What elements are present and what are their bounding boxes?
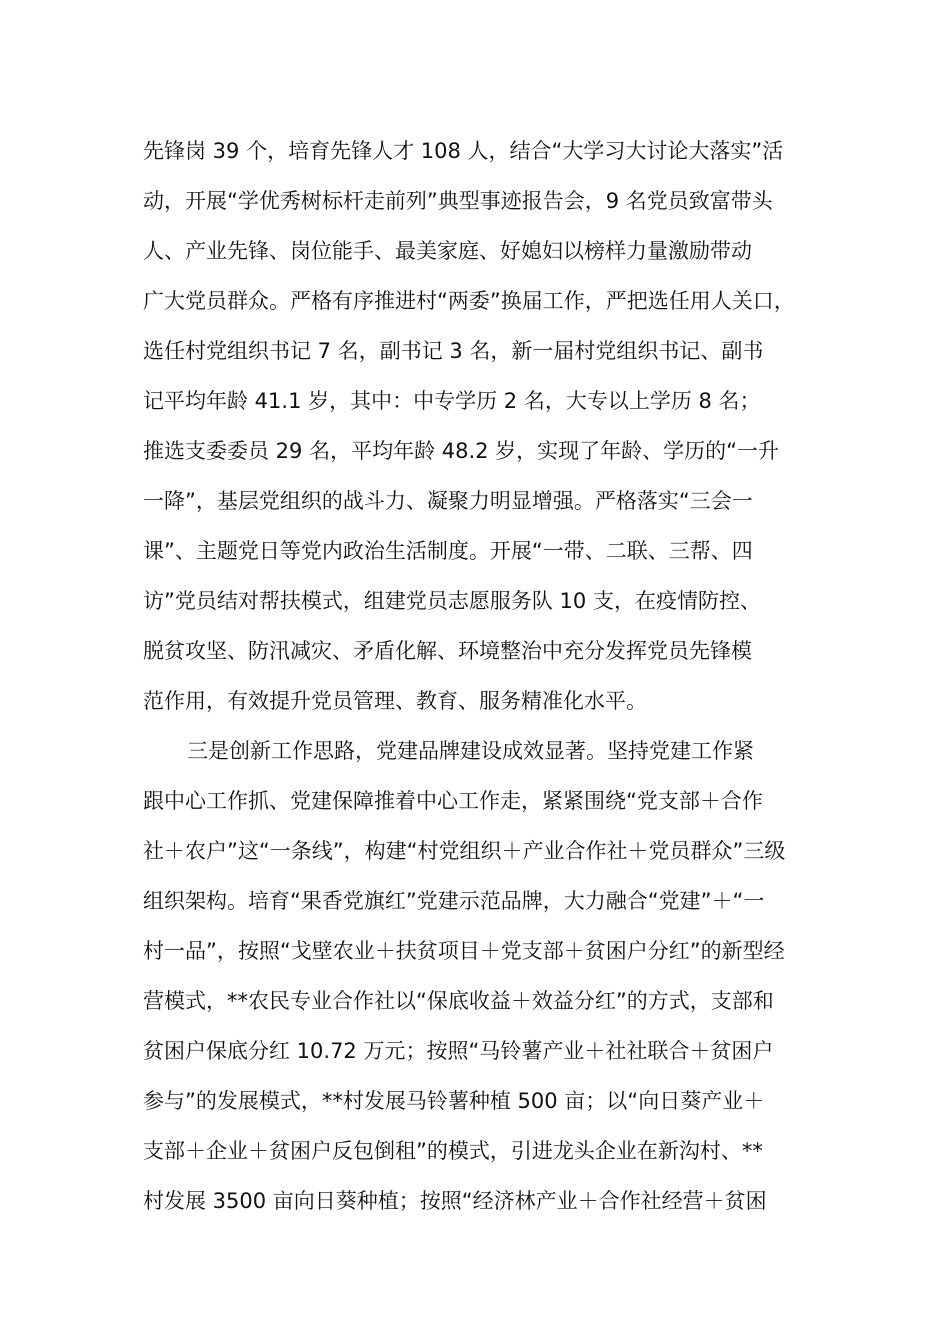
text-line-14: 跟中心工作抓、党建保障推着中心工作走，紧紧围绕“党支部＋合作	[143, 789, 763, 813]
text-line-6: 记平均年龄 41.1 岁，其中：中专学历 2 名，大专以上学历 8 名；	[143, 389, 761, 413]
text-line-15: 社＋农户”这“一条线”，构建“村党组织＋产业合作社＋党员群众”三级	[143, 839, 786, 863]
text-line-11: 脱贫攻坚、防汛减灾、矛盾化解、环境整治中充分发挥党员先锋模	[143, 639, 752, 663]
text-line-10: 访”党员结对帮扶模式，组建党员志愿服务队 10 支，在疫情防控、	[143, 589, 761, 613]
text-line-19: 贫困户保底分红 10.72 万元；按照“马铃薯产业＋社社联合＋贫困户	[143, 1039, 774, 1063]
text-line-4: 广大党员群众。严格有序推进村“两委”换届工作，严把选任用人关口，	[143, 289, 795, 313]
text-line-17: 村一品”，按照“戈壁农业＋扶贫项目＋党支部＋贫困户分红”的新型经	[143, 939, 785, 963]
text-line-16: 组织架构。培育“果香党旗红”党建示范品牌，大力融合“党建”＋“一	[143, 889, 765, 913]
body-text	[143, 126, 813, 1226]
text-line-18: 营模式，**农民专业合作社以“保底收益＋效益分红”的方式，支部和	[143, 989, 774, 1013]
text-line-1: 先锋岗 39 个，培育先锋人才 108 人，结合“大学习大讨论大落实”活	[143, 139, 784, 163]
text-line-5: 选任村党组织书记 7 名，副书记 3 名，新一届村党组织书记、副书	[143, 339, 764, 363]
text-line-22: 村发展 3500 亩向日葵种植；按照“经济林产业＋合作社经营＋贫困	[143, 1189, 767, 1213]
text-line-20: 参与”的发展模式，**村发展马铃薯种植 500 亩；以“向日葵产业＋	[143, 1089, 765, 1113]
text-line-8: 一降”，基层党组织的战斗力、凝聚力明显增强。严格落实“三会一	[143, 489, 753, 513]
text-line-3: 人、产业先锋、岗位能手、最美家庭、好媳妇以榜样力量激励带动	[143, 239, 752, 263]
text-line-12: 范作用，有效提升党员管理、教育、服务精准化水平。	[143, 689, 647, 713]
text-line-21: 支部＋企业＋贫困户反包倒租”的模式，引进龙头企业在新沟村、**	[143, 1139, 763, 1163]
text-line-9: 课”、主题党日等党内政治生活制度。开展“一带、二联、三帮、四	[143, 539, 753, 563]
text-line-7: 推选支委委员 29 名，平均年龄 48.2 岁，实现了年龄、学历的“一升	[143, 439, 780, 463]
text-line-2: 动，开展“学优秀树标杆走前列”典型事迹报告会，9 名党员致富带头	[143, 189, 773, 213]
paragraph-start-line: 三是创新工作思路，党建品牌建设成效显著。坚持党建工作紧	[187, 739, 754, 763]
